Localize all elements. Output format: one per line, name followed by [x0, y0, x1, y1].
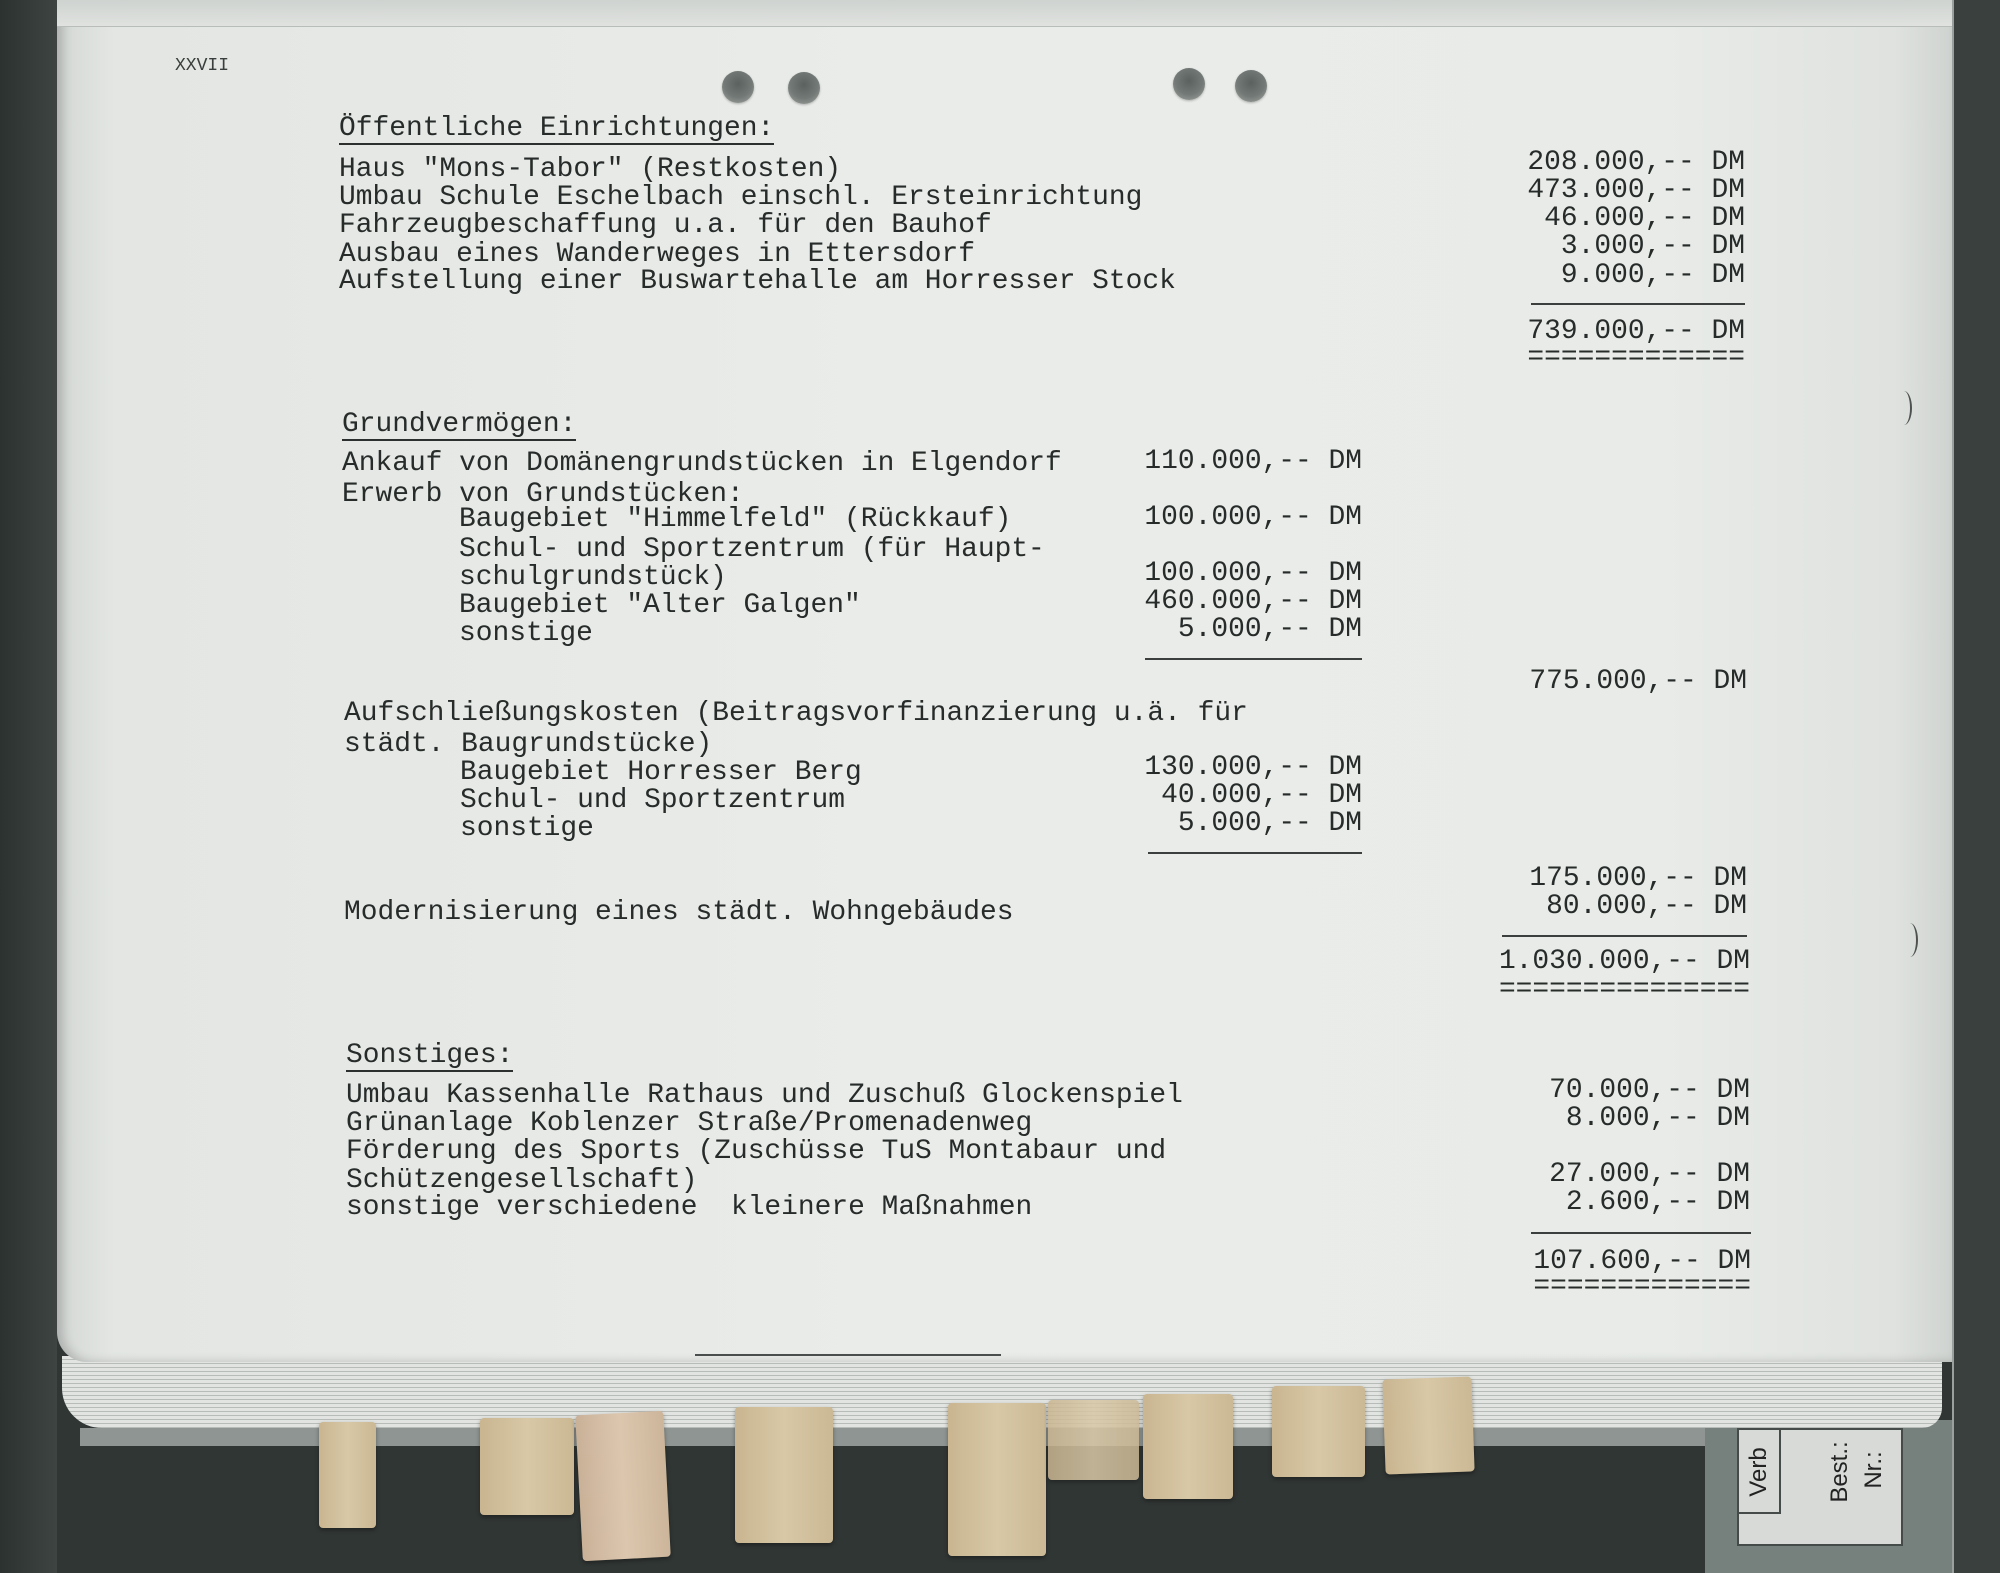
line-item-amount: 208.000,-- DM	[1527, 147, 1745, 178]
line-item-amount: 9.000,-- DM	[1560, 260, 1745, 291]
index-tab	[1143, 1394, 1233, 1499]
line-item-amount: 100.000,-- DM	[1144, 502, 1362, 533]
sum-rule	[1531, 303, 1745, 305]
line-item-label: Schul- und Sportzentrum (für Haupt-	[459, 534, 1045, 565]
subtotal: 175.000,-- DM	[1529, 863, 1747, 894]
line-item-amount: 5.000,-- DM	[1177, 808, 1362, 839]
line-item-label: Umbau Kassenhalle Rathaus und Zuschuß Glockenspiel	[346, 1080, 1183, 1111]
line-item-label-continued: schulgrundstück)	[459, 562, 727, 593]
line-item-amount: 80.000,-- DM	[1546, 891, 1747, 922]
punch-hole	[722, 71, 754, 103]
section-heading-sonstiges: Sonstiges:	[346, 1040, 514, 1071]
line-item-label: sonstige	[459, 618, 593, 649]
show-through-arc	[1902, 923, 1918, 957]
index-tab	[1048, 1400, 1139, 1480]
section-heading-oeffentliche-einrichtungen: Öffentliche Einrichtungen:	[339, 113, 775, 144]
line-item-amount: 2.600,-- DM	[1565, 1187, 1750, 1218]
sum-rule	[1148, 852, 1362, 854]
binder-label-verb: Verb	[1745, 1447, 1772, 1497]
line-item-label: Modernisierung eines städt. Wohngebäudes	[344, 897, 1014, 928]
page-bottom-rule	[695, 1354, 1001, 1356]
line-item-amount: 5.000,-- DM	[1177, 614, 1362, 645]
line-item-amount: 46.000,-- DM	[1544, 203, 1745, 234]
punch-hole	[1173, 68, 1205, 100]
subgroup-label-continued: städt. Baugrundstücke)	[344, 729, 713, 760]
binder-label-box	[1739, 1430, 1781, 1514]
line-item-amount: 110.000,-- DM	[1144, 446, 1362, 477]
binder-label-best: Best.:	[1826, 1441, 1853, 1503]
line-item-amount: 473.000,-- DM	[1527, 175, 1745, 206]
subgroup-label: Erwerb von Grundstücken:	[342, 479, 744, 510]
index-tab	[575, 1411, 671, 1561]
index-tab	[1382, 1376, 1474, 1474]
line-item-amount: 40.000,-- DM	[1161, 780, 1362, 811]
page-number: XXVII	[175, 56, 230, 76]
section-heading-grundvermoegen: Grundvermögen:	[342, 409, 577, 440]
section-total: 107.600,-- DM	[1533, 1246, 1751, 1277]
line-item-label: Schul- und Sportzentrum	[460, 785, 845, 816]
line-item-amount: 100.000,-- DM	[1144, 558, 1362, 589]
binder-right-edge	[1952, 0, 2000, 1573]
line-item-label: Baugebiet Horresser Berg	[460, 757, 862, 788]
line-item-label: Aufstellung einer Buswartehalle am Horresser Stock	[339, 266, 1176, 297]
punch-hole	[788, 72, 820, 104]
line-item-label: sonstige verschiedene kleinere Maßnahmen	[346, 1192, 1033, 1223]
line-item-label: Ausbau eines Wanderweges in Ettersdorf	[339, 239, 976, 270]
double-underline: =============	[1527, 342, 1745, 373]
line-item-label-continued: Schützengesellschaft)	[346, 1165, 698, 1196]
section-total: 1.030.000,-- DM	[1498, 946, 1750, 977]
index-tab	[1272, 1386, 1365, 1477]
page-top-fold	[57, 0, 1952, 27]
binder-label	[1737, 1428, 1903, 1546]
show-through-arc	[1896, 391, 1912, 425]
line-item-amount: 70.000,-- DM	[1549, 1075, 1750, 1106]
punch-hole	[1235, 70, 1267, 102]
index-tab	[319, 1422, 376, 1528]
line-item-amount: 27.000,-- DM	[1549, 1159, 1750, 1190]
line-item-label: sonstige	[460, 813, 594, 844]
line-item-label: Fahrzeugbeschaffung u.a. für den Bauhof	[339, 210, 992, 241]
line-item-amount: 3.000,-- DM	[1560, 231, 1745, 262]
line-item-label: Umbau Schule Eschelbach einschl. Ersteinrichtung	[339, 182, 1143, 213]
sum-rule	[1531, 1232, 1751, 1234]
subgroup-label: Aufschließungskosten (Beitragsvorfinanzierung u.ä. für	[344, 698, 1248, 729]
line-item-amount: 130.000,-- DM	[1144, 752, 1362, 783]
line-item-label: Ankauf von Domänengrundstücken in Elgendorf	[342, 448, 1062, 479]
line-item-label: Förderung des Sports (Zuschüsse TuS Montabaur und	[346, 1136, 1167, 1167]
line-item-label: Baugebiet "Alter Galgen"	[459, 590, 861, 621]
sum-rule	[1145, 658, 1362, 660]
subtotal: 775.000,-- DM	[1529, 666, 1747, 697]
binder-label-nr: Nr.:	[1860, 1451, 1887, 1489]
line-item-label: Haus "Mons-Tabor" (Restkosten)	[339, 154, 842, 185]
line-item-label: Grünanlage Koblenzer Straße/Promenadenweg	[346, 1108, 1033, 1139]
sum-rule	[1502, 935, 1747, 937]
double-underline: ===============	[1498, 974, 1750, 1005]
double-underline: =============	[1533, 1271, 1751, 1302]
index-tab	[480, 1418, 574, 1515]
index-tab	[948, 1403, 1046, 1556]
line-item-label: Baugebiet "Himmelfeld" (Rückkauf)	[459, 504, 1012, 535]
line-item-amount: 8.000,-- DM	[1565, 1103, 1750, 1134]
section-total: 739.000,-- DM	[1527, 316, 1745, 347]
index-tab	[735, 1407, 833, 1543]
line-item-amount: 460.000,-- DM	[1144, 586, 1362, 617]
scanner-left-edge	[0, 0, 57, 1573]
